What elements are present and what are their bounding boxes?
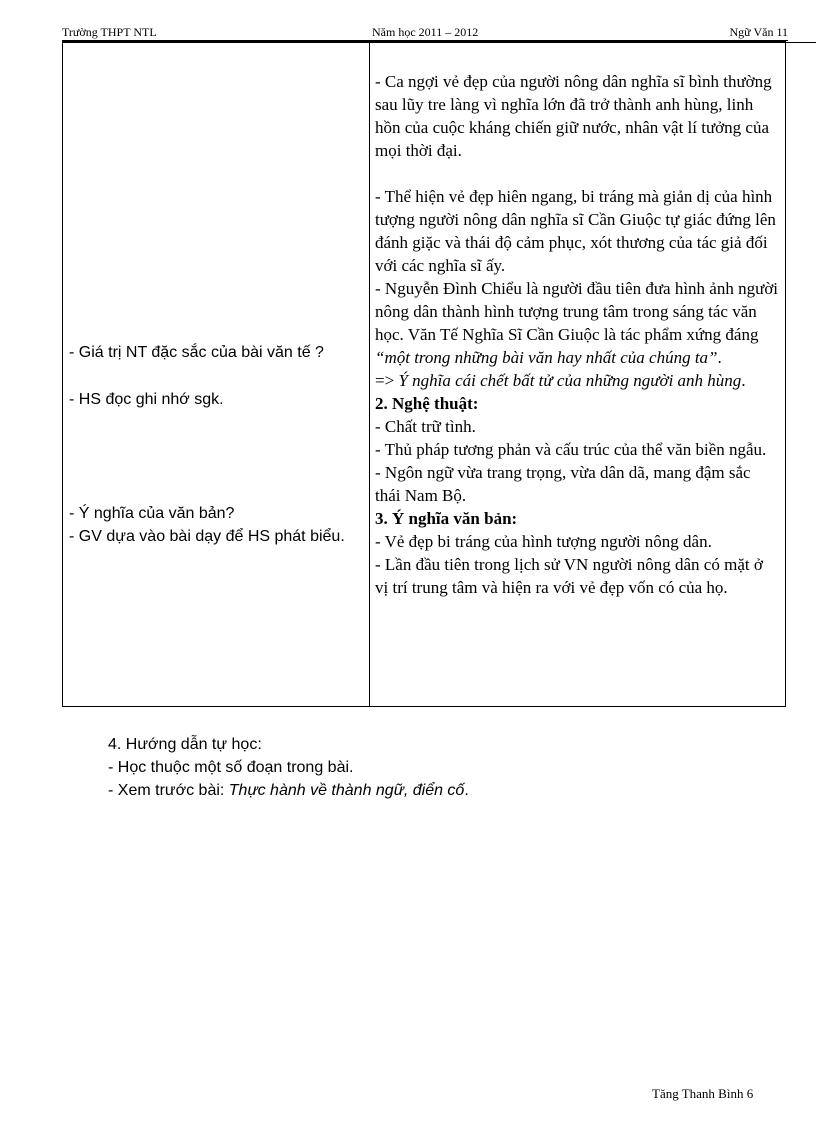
- meaning-item-first: - Lần đầu tiên trong lịch sử VN người nông dân có mặt ở vị trí trung tâm và hiện ra với vẻ đẹp vốn có của họ.: [375, 555, 763, 597]
- heading-meaning: 3. Ý nghĩa văn bản:: [375, 509, 518, 528]
- paragraph-conclusion: => Ý nghĩa cái chết bất tử của những người anh hùng.: [375, 371, 746, 390]
- page-footer: Tăng Thanh Bình 6: [652, 1086, 754, 1101]
- hs-read-note: - HS đọc ghi nhớ sgk.: [69, 391, 224, 408]
- gv-guide-note: - GV dựa vào bài dạy để HS phát biểu.: [69, 528, 345, 545]
- next-lesson-title: Thực hành về thành ngữ, điển cố: [228, 782, 465, 799]
- question-meaning: - Ý nghĩa của văn bản?: [69, 505, 235, 522]
- meaning-item-beauty: - Vẻ đẹp bi tráng của hình tượng người nông dân.: [375, 532, 712, 551]
- heading-art: 2. Nghệ thuật:: [375, 394, 479, 413]
- self-study-section: [108, 733, 469, 802]
- author-quote: “một trong những bài văn hay nhất của chúng ta”: [375, 348, 718, 367]
- school-name: Trường THPT NTL: [62, 25, 157, 39]
- column-divider: [369, 41, 370, 707]
- art-item-lyric: - Chất trữ tình.: [375, 417, 476, 436]
- page-header: [62, 24, 788, 41]
- school-year: Năm học 2011 – 2012: [372, 25, 479, 39]
- author-text: - Nguyễn Đình Chiểu là người đầu tiên đưa hình ảnh người nông dân thành hình tượng trung tâm trong sáng tác văn học. Văn Tế Nghĩa Sĩ Cần Giuộc là tác phẩm xứng đáng: [375, 279, 779, 344]
- self-study-title: 4. Hướng dẫn tự học:: [108, 736, 262, 753]
- subject-name: Ngữ Văn 11: [729, 25, 788, 39]
- paragraph-beauty: - Thể hiện vẻ đẹp hiên ngang, bi tráng mà giản dị của hình tượng người nông dân nghĩa sĩ Cần Giuộc tự giác đứng lên đánh giặc và thái độ cảm phục, xót thương của tác giả đối với các nghĩa sĩ ấy.: [375, 187, 776, 275]
- paragraph-author: - Nguyễn Đình Chiểu là người đầu tiên đưa hình ảnh người nông dân thành hình tượng trung tâm trong sáng tác văn học. Văn Tế Nghĩa Sĩ Cần Giuộc là tác phẩm xứng đáng “một trong những bài văn hay nhất của chúng ta”.: [375, 279, 779, 367]
- art-item-contrast: - Thủ pháp tương phản và cấu trúc của thể văn biền ngẫu.: [375, 440, 767, 459]
- question-art-value: - Giá trị NT đặc sắc của bài văn tế ?: [69, 344, 324, 361]
- self-study-item-preview: - Xem trước bài: Thực hành về thành ngữ, điển cố.: [108, 782, 469, 799]
- answer-column: [375, 70, 779, 599]
- conclusion-italic: Ý nghĩa cái chết bất tử của những người anh hùng: [398, 371, 742, 390]
- paragraph-praise: - Ca ngợi vẻ đẹp của người nông dân nghĩa sĩ bình thường sau lũy tre làng vì nghĩa lớn đã trở thành anh hùng, linh hồn của cuộc kháng chiến giữ nước, nhân vật lí tưởng của mọi thời đại.: [375, 72, 772, 160]
- self-study-item-memorize: - Học thuộc một số đoạn trong bài.: [108, 759, 354, 776]
- art-item-language: - Ngôn ngữ vừa trang trọng, vừa dân dã, mang đậm sắc thái Nam Bộ.: [375, 463, 751, 505]
